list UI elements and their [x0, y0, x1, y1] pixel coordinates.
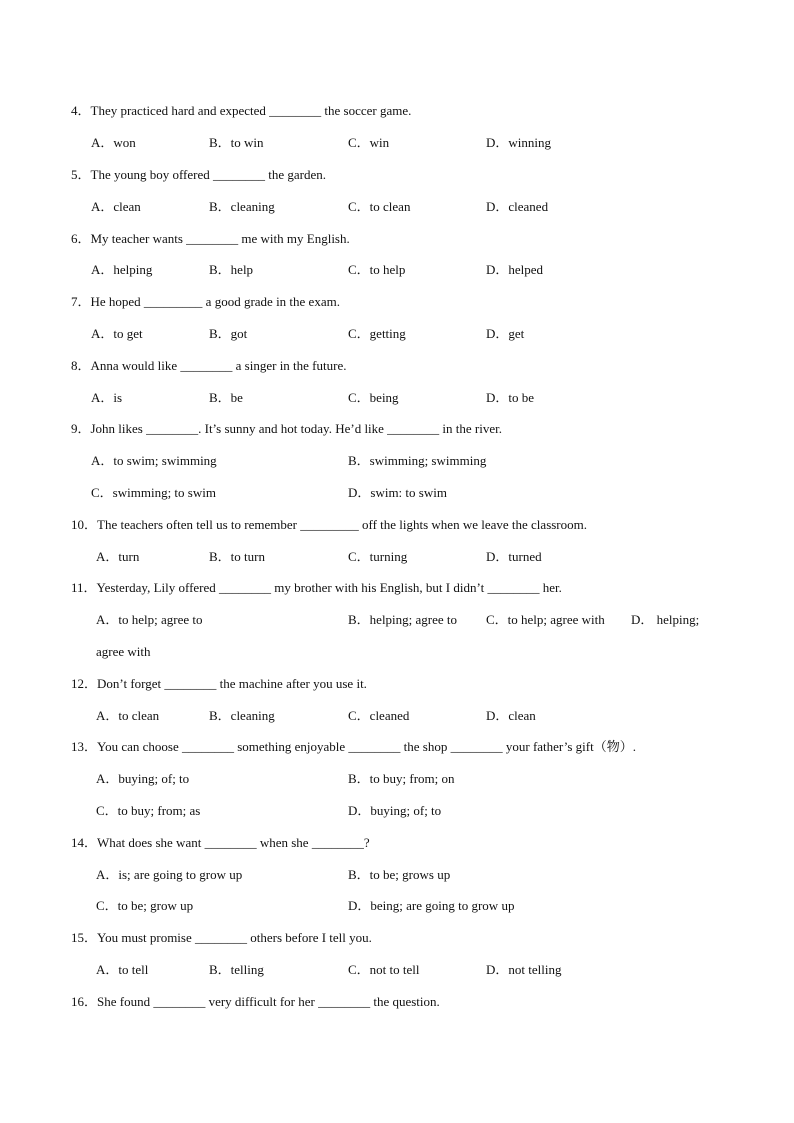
option-c: C．to help — [348, 262, 406, 277]
option-b: B．helping; agree to — [348, 612, 458, 627]
option-d: D．not telling — [486, 962, 562, 977]
option-b: B．telling — [209, 962, 264, 977]
question-10-options — [0, 549, 794, 565]
question-5-options — [0, 199, 794, 215]
question-10-stem: 10．The teachers often tell us to remember _________ off the lights when we leave the classroom. — [71, 517, 588, 532]
question-11-option-d-continuation: agree with — [96, 644, 151, 659]
option-b: B．help — [209, 262, 254, 277]
option-d: D．winning — [486, 135, 552, 150]
option-d: D．helped — [486, 262, 544, 277]
question-14-options-row2 — [0, 898, 794, 914]
option-a: A．to clean — [96, 708, 160, 723]
option-c: C．turning — [348, 549, 408, 564]
option-d: D．cleaned — [486, 199, 549, 214]
option-c: C．getting — [348, 326, 406, 341]
option-b: B．be — [209, 390, 243, 405]
question-13-options-row2 — [0, 803, 794, 819]
option-c: C．cleaned — [348, 708, 410, 723]
option-d: D．turned — [486, 549, 542, 564]
option-a: A．won — [91, 135, 136, 150]
question-14-options-row1 — [0, 867, 794, 883]
option-a: A．turn — [96, 549, 140, 564]
question-9-options-row2 — [0, 485, 794, 501]
question-5-stem: 5．The young boy offered ________ the garden. — [71, 167, 327, 182]
option-c: C．to clean — [348, 199, 411, 214]
question-7-stem: 7．He hoped _________ a good grade in the exam. — [71, 294, 340, 309]
option-a: A．to get — [91, 326, 143, 341]
option-d: D．buying; of; to — [348, 803, 442, 818]
question-8-options — [0, 390, 794, 406]
option-c: C．win — [348, 135, 390, 150]
option-d: D．get — [486, 326, 525, 341]
option-c: C．not to tell — [348, 962, 420, 977]
question-12-options — [0, 708, 794, 724]
question-15-stem: 15．You must promise ________ others before I tell you. — [71, 930, 372, 945]
option-b: B．to win — [209, 135, 264, 150]
option-a: A．clean — [91, 199, 141, 214]
question-9-options-row1 — [0, 453, 794, 469]
option-d: D． helping; — [631, 612, 700, 627]
option-c: C．to be; grow up — [96, 898, 194, 913]
option-b: B．got — [209, 326, 248, 341]
option-b: B．to turn — [209, 549, 265, 564]
option-a: A．to swim; swimming — [91, 453, 217, 468]
option-a: A．to tell — [96, 962, 149, 977]
option-d: D．being; are going to grow up — [348, 898, 515, 913]
question-16-stem: 16．She found ________ very difficult for her ________ the question. — [71, 994, 440, 1009]
question-15-options — [0, 962, 794, 978]
question-6-options — [0, 262, 794, 278]
question-4-options — [0, 135, 794, 151]
option-b: B．to buy; from; on — [348, 771, 455, 786]
question-11-options — [0, 612, 794, 628]
option-b: B．to be; grows up — [348, 867, 451, 882]
question-12-stem: 12．Don’t forget ________ the machine after you use it. — [71, 676, 367, 691]
option-c: C．to buy; from; as — [96, 803, 201, 818]
question-7-options — [0, 326, 794, 342]
question-14-stem: 14．What does she want ________ when she ________? — [71, 835, 370, 850]
option-c: C．being — [348, 390, 399, 405]
question-11-stem: 11．Yesterday, Lily offered ________ my brother with his English, but I didn’t ________ her. — [71, 580, 562, 595]
option-b: B．cleaning — [209, 199, 275, 214]
option-a: A．buying; of; to — [96, 771, 190, 786]
question-4-stem: 4．They practiced hard and expected ________ the soccer game. — [71, 103, 412, 118]
option-b: B．cleaning — [209, 708, 275, 723]
option-a: A．helping — [91, 262, 153, 277]
question-6-stem: 6．My teacher wants ________ me with my English. — [71, 231, 350, 246]
question-9-stem: 9．John likes ________. It’s sunny and hot today. He’d like ________ in the river. — [71, 421, 502, 436]
option-a: A．is; are going to grow up — [96, 867, 243, 882]
question-13-stem: 13．You can choose ________ something enjoyable ________ the shop ________ your father’s gift（物）. — [71, 739, 636, 754]
question-8-stem: 8．Anna would like ________ a singer in the future. — [71, 358, 347, 373]
option-d: D．clean — [486, 708, 536, 723]
option-b: B．swimming; swimming — [348, 453, 487, 468]
option-c: C．to help; agree with — [486, 612, 605, 627]
option-d: D．swim: to swim — [348, 485, 447, 500]
question-13-options-row1 — [0, 771, 794, 787]
option-d: D．to be — [486, 390, 535, 405]
option-c: C．swimming; to swim — [91, 485, 216, 500]
option-a: A．to help; agree to — [96, 612, 203, 627]
option-a: A．is — [91, 390, 123, 405]
